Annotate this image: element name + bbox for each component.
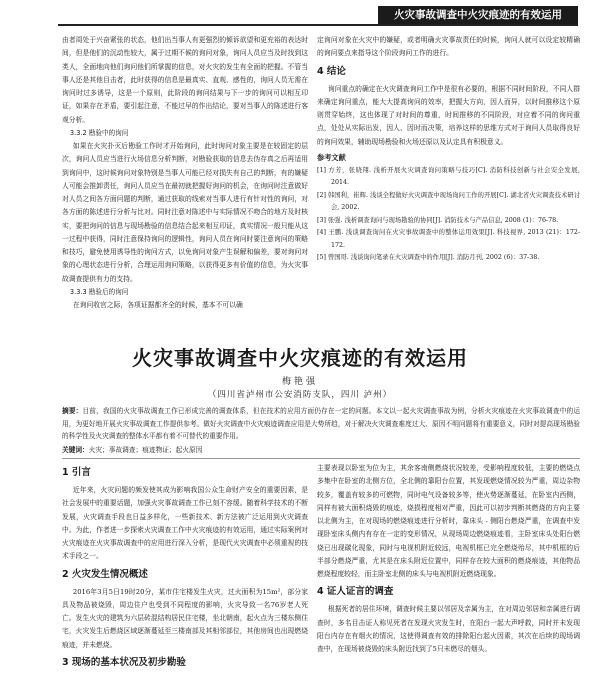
subsection-heading: 3.3.3 勘验后的询问 <box>69 287 129 296</box>
keywords-label: 关键词： <box>62 446 89 454</box>
top-right-column <box>317 34 580 265</box>
paragraph: 在询问收官之际，各项证据都齐全的时候，基本不可以确 <box>72 301 243 309</box>
keywords-text: 火灾；事故调查；痕迹物证；起火原因 <box>88 446 203 454</box>
abstract-divider <box>62 458 580 459</box>
paragraph: 主要表现以卧室为位为主，其余客南侧燃烧状况较差，受影响程度较低，主要的燃烧点多集中在卧室的北侧方位，全北侧的靠阳台位置，其发现燃烧情况较为严重，周边杂物较多，覆盖有较多的可燃物，同时电气设备较多等，使火势逐渐蔓延，在卧室内西侧，同样有被大面积烧毁的痕迹，烧损程度相对严重，因此可以初步判断其燃烧的方向主要以北侧为主，在对现场的燃烧痕迹进行分析时，靠床头 - 侧阳台燃烧严重，在调查中发现卧室床头侧内有存在一定的变形情况，从现场周边燃烧痕迹看，主卧室床头处阳台燃烧已出现碳化现象，同时与电视机附近较远，电视机框已完全燃烧殆尽，其中机框的后半部分燃烧严重，尤其是在床头附近位置中，同样存在较大面积的燃烧痕迹，其他物品燃烧程度较轻，而主卧室北侧的床头与电视机附近燃烧现象。 <box>317 464 580 578</box>
paragraph: 定询问对象在火灾中的嫌疑，或者明确火灾事故责任的时候，询问人就可以设定较精确的询问要点来指导这个阶段询问工作的进行。 <box>317 36 580 58</box>
section-heading: 2 火灾发生情况概述 <box>62 568 148 580</box>
reference-item: [5] 曾国哥. 浅谈询问笔录在火灾调查中的作用[J]. 消防月刊, 2002 (6)：37-38. <box>317 254 540 262</box>
bottom-left-column <box>62 462 308 674</box>
abstract-label: 摘要： <box>62 407 83 415</box>
paragraph: 询问重点的确定在火灾调查询问工作中是很有必要的，根据不同时间阶段，不同人群来确定询问重点，能大大提高询问的效率，把握大方向，因人而异，以时间推移这个原则贯穿始终，这也体现了对时间的尊重，时间推移的不同阶段，对应着不同的询问重点，处处从实际出发，因人、因时而决策，培养这样的思维方式对于询问人员取得良好的询问效果，辅助现场勘验和火场还原以及认定具有积极意义。 <box>317 84 580 146</box>
reference-item: [4] 王鹏. 浅谈调查询问在火灾事故调查中的整体运用效果[J]. 科技视界, 2013 (21)：172-172. <box>317 229 580 249</box>
section-heading: 4 证人证言的调查 <box>317 586 394 598</box>
paragraph: 如果在火灾扑灭后勘验工作时才开始询问，此时询问对象主要是在较固定的层次，询问人员应当进行火场信息分析判断，对勘验获取的信息去伪存真之后再适用到询问中，这时候询问对象特别是当事人可能已经对损失有自己的判断，有的嫌疑人可能会推卸责任，询问人员应当在最初就把握好询问的机会，在询问时注意做好对人员之间各方面问题的判断，通过获取的线索对当事人进行有针对性的询问，对各方面的陈述进行分析与比对。同时注意对陈述中与实际情况不吻合的地方及时核实，要把询问的信息与现场勘验的信息结合起来相互印证，真实情况一般只能从这一过程中获得，同时注意保持询问的逻辑性，询问人员在询问时要注意询问的策略和技巧，避免使用诱导性的询问方式，以免询问对象产生误解和偏差，要对询问对象的心理状态进行分析，合理运用询问策略，以获得更多有价值的信息，为火灾事故调查提供有力的支持。 <box>62 142 308 283</box>
journal-title-bar: 火灾事故调查中火灾痕迹的有效运用 <box>378 6 578 24</box>
header-rule <box>58 24 578 26</box>
reference-list <box>317 165 580 265</box>
reference-item: [2] 韩国利，崔辉. 浅谈全程做好火灾调查中现场询问工作的开展[C]. 湖北省火灾调查技术研讨会, 2002. <box>317 191 580 212</box>
paragraph: 由者周处于兴奋紧张的状态，他们出当事人有更强烈的倾诉欲望和更充裕的表达时间，但是他们的沉动性较大，属于过期不候的询问对象，询问人员应当及时找到这类人，全面地向他们询问他们所掌握的信息，对火灾的发生有全面的把握。不管当事人还是其他目击者，此时获得的信息是最真实、直观、感性的，询问人员无需在询问时过多诱导，这是一个原则，此阶段的询问结果与下一步的询问可以相互印证，如果存在矛盾，要引起注意，不能过早的作出结论，要对当事人的陈述进行客观分析。 <box>62 36 308 124</box>
abstract-text: 目前，我国的火灾事故调查工作已形成完善的调查体系，但在技术的应用方面仍存在一定的问题。本文以一起火灾调查事故为例，分析火灾痕迹在火灾事故调查中的运用，为更好地开展火灾事故调查工作提供参考。做好火灾调查中火灾痕迹调查应用是大势所趋，对于解决火灾调查难度过大、原因不明问题将有重要意义，同时对提高现场勘验的科学性及火灾调查的整体水平都有着不可替代的重要作用。 <box>62 407 580 440</box>
section-heading: 1 引言 <box>62 467 91 478</box>
page-header <box>0 0 600 26</box>
paragraph: 2016年3月5日19时20分，某市住宅楼发生火灾，过火面积为15m²，部分家具及物品被烧毁，周边住户也受到不同程度的影响，火灾导致一名76岁老人死亡。发生火灾的建筑为六层砖混结构居民住宅楼，坐北朝南，起火点为三楼东侧住宅，火灾发生后燃烧区域逐渐蔓延至三楼南部及其相邻部位，其他房间也出现燃烧痕迹，并未燃烧。 <box>62 587 308 649</box>
article-title: 火灾事故调查中火灾痕迹的有效运用 <box>132 346 468 370</box>
references-heading: 参考文献 <box>317 152 346 162</box>
subsection-heading: 3.3.2 勘验中的询问 <box>69 128 129 137</box>
top-left-column <box>62 34 308 312</box>
section-heading: 3 现场的基本状况及初步勘验 <box>62 656 186 668</box>
paragraph: 近年来，火灾问题的频发使其成为影响我国公众生命财产安全的重要因素，是社会发展中的重要话题，加强火灾事故调查工作已刻不容缓。随着科学技术的不断发展，火灾调查手段也日益多样化，一些新技术、新方法被广泛运用到火灾调查中。为此，作者进一步探索火灾调查工作中火灾痕迹的有效运用，通过实际案例对火灾痕迹在火灾事故调查中的应用进行深入分析，是现代火灾调查中必须重视的技术手段之一。 <box>62 486 308 561</box>
article-author: 梅艳强 <box>281 377 318 387</box>
paragraph: 根据死者的居住环境，调查时候主要以邻居及亲属为主，在对周边邻居和亲属进行调查时，多名目击证人称见死者在发现火灾发生时，在阳台一起大声呼救，同时并未发现阳台内存在有烟火的情况，这使得调查有效的排除阳台起火因素，其次在后续的现场调查中，在现场被烧毁的床头附近找到了5只未燃尽的烟头。 <box>317 605 580 653</box>
reference-item: [1] 方芳，张晓翔. 浅析开展火灾调查询问策略与技巧[C]. 消防科技创新与社会安全发展, 2014. <box>317 166 580 187</box>
abstract <box>62 405 580 443</box>
section-heading: 4 结论 <box>317 65 346 77</box>
bottom-right-column <box>317 462 580 656</box>
reference-item: [3] 张强. 浅析调查询问与现场勘验的协同[J]. 消防技术与产品信息, 2008 (1)：76-78. <box>317 216 559 224</box>
keywords <box>62 444 580 456</box>
article-affiliation: （四川省泸州市公安消防支队，四川 泸州） <box>207 390 393 400</box>
